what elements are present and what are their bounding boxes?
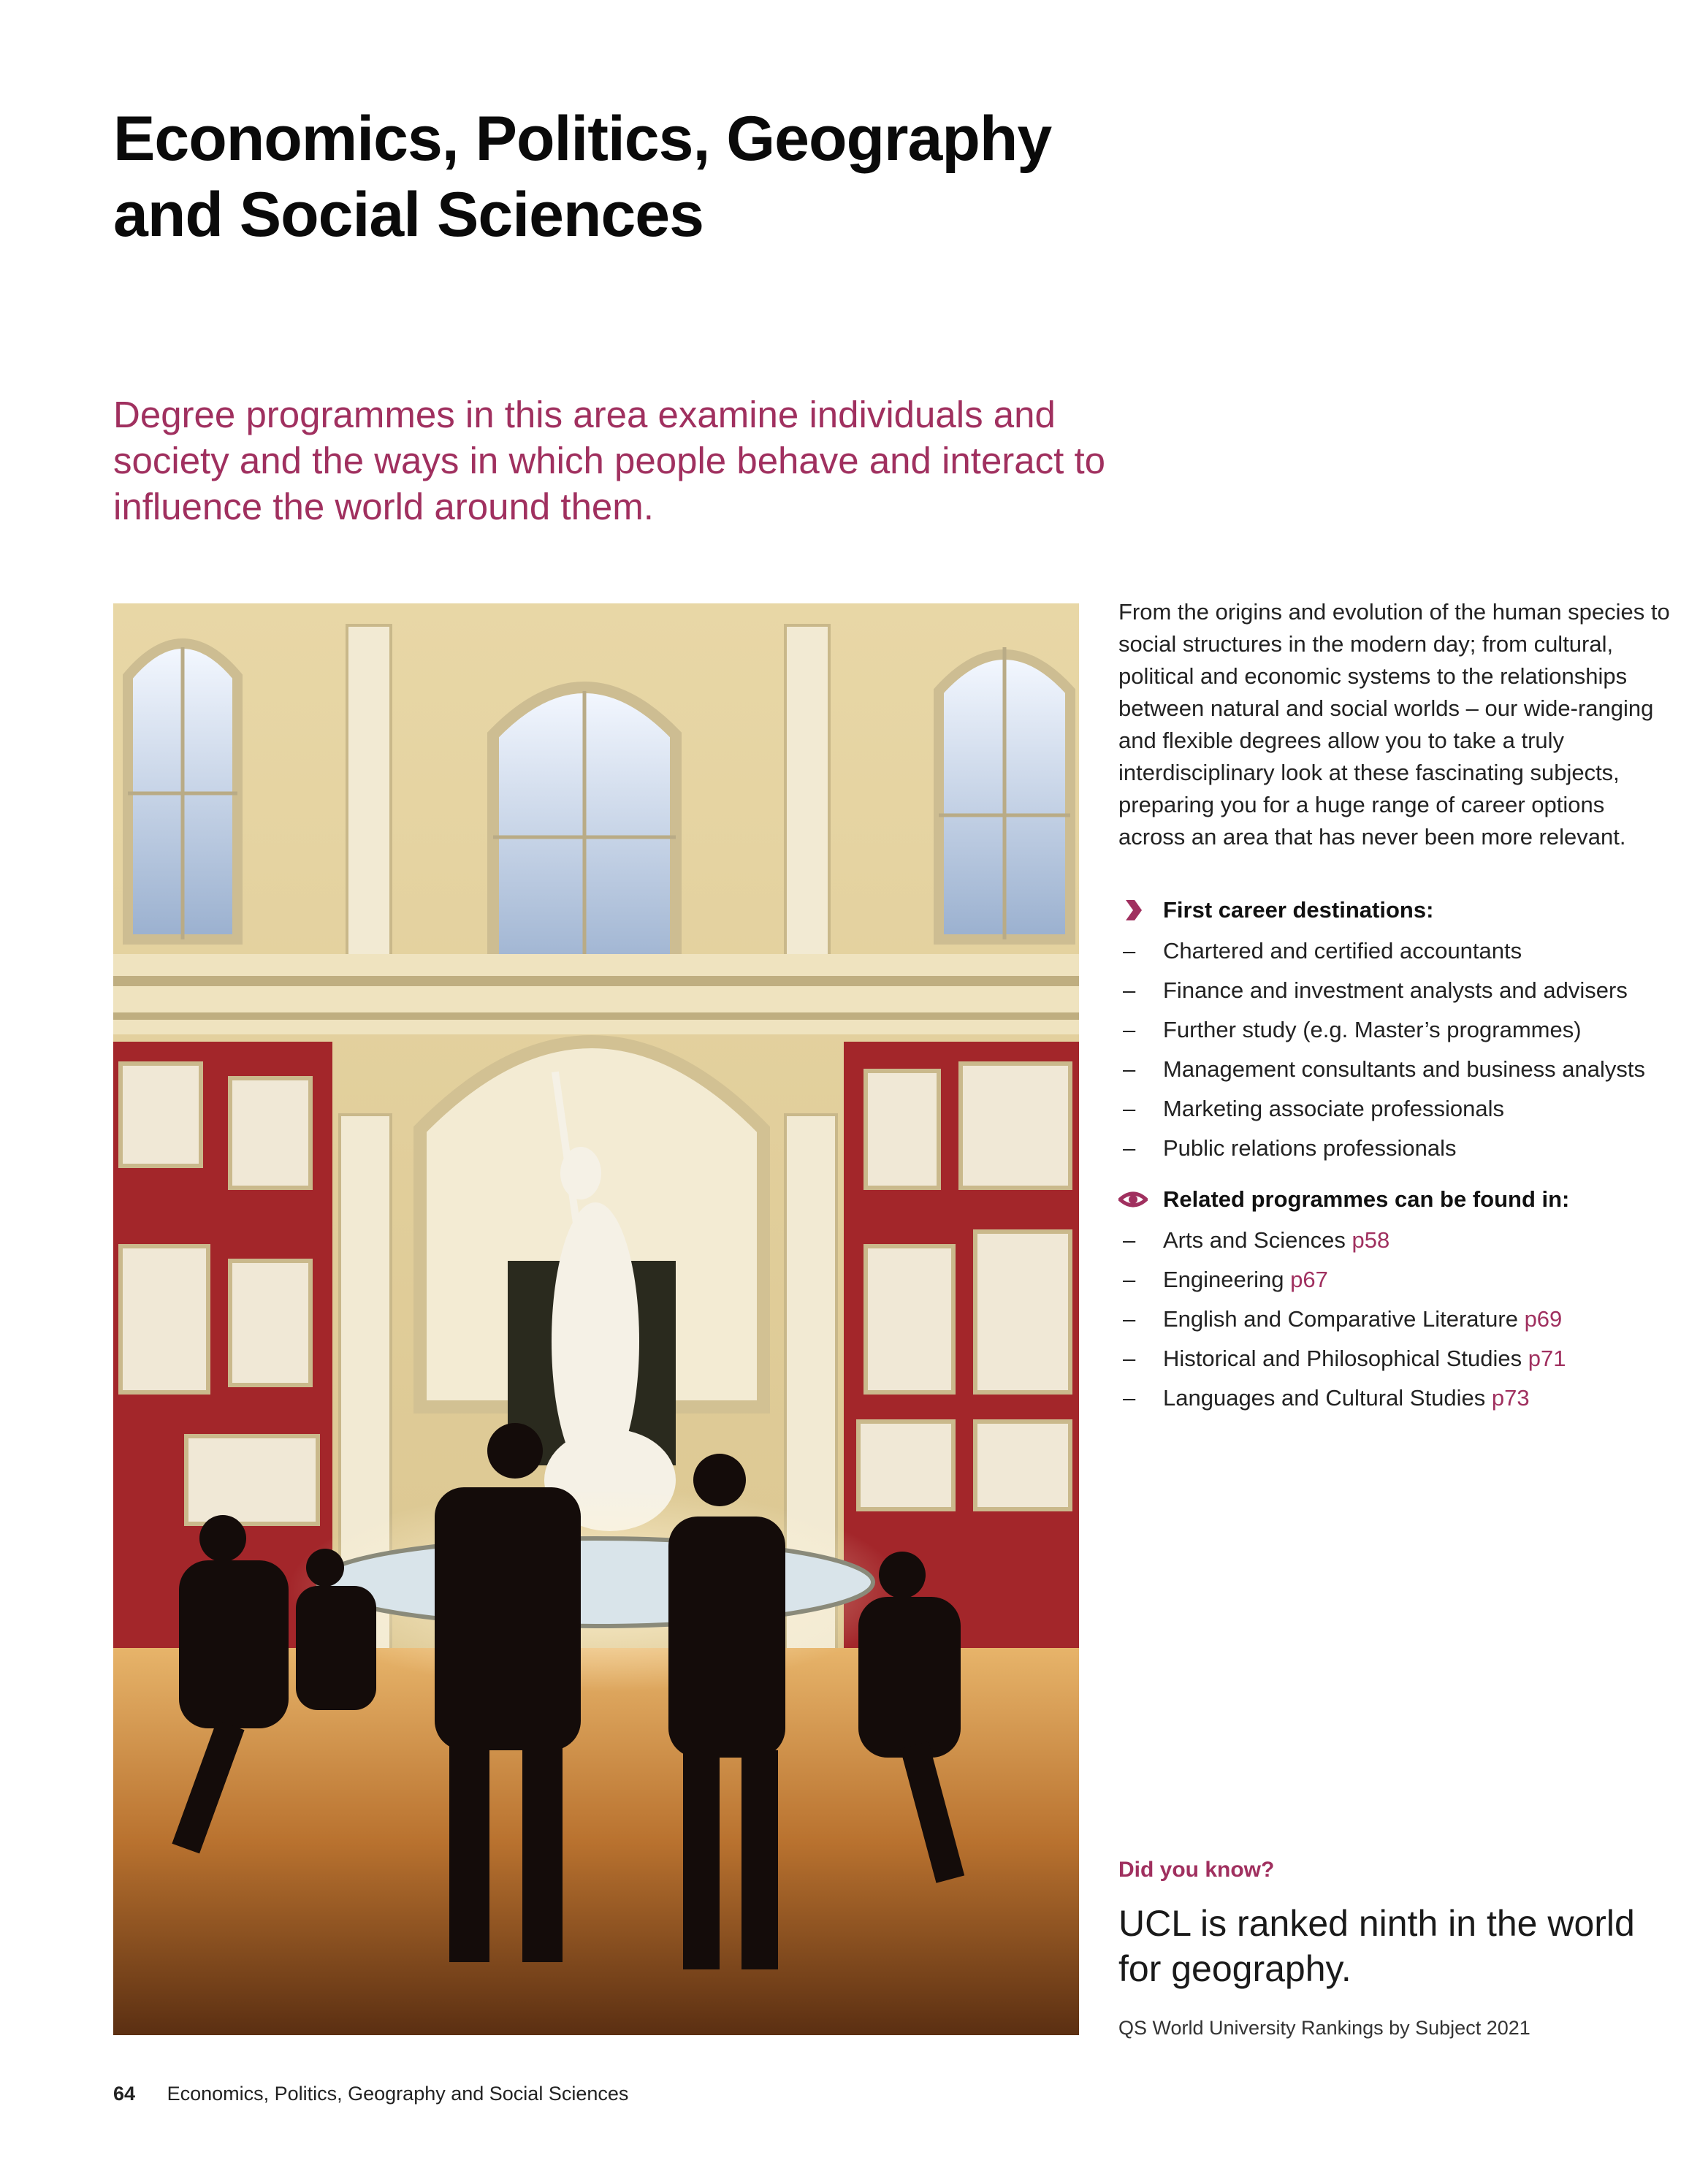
list-item: – Management consultants and business analysts	[1123, 1056, 1646, 1082]
related-programme-item[interactable]: – Languages and Cultural Studies p73	[1123, 1385, 1530, 1411]
museum-photo-illustration	[113, 603, 1079, 2035]
related-programmes-heading-text: Related programmes can be found in:	[1163, 1186, 1570, 1212]
sidebar-body-text: From the origins and evolution of the human species to social structures in the modern day; from cultural, political and economic systems to the relationships between natural and social worlds – our wide-ranging and flexible degrees allow you to take a truly interdisciplinary look at these fascinating subjects, preparing you for a huge range of career options across an area that has never been more relevant.	[1118, 599, 1670, 850]
chevron-right-icon	[1118, 899, 1148, 922]
related-programme-item[interactable]: – Arts and Sciences p58	[1123, 1227, 1390, 1253]
did-you-know-box	[1118, 1855, 1674, 2041]
page-title	[113, 101, 1209, 253]
intro-paragraph: Degree programmes in this area examine individuals and society and the ways in which people behave and interact to influence the world around them.	[113, 394, 1106, 527]
page-reference[interactable]: p67	[1290, 1267, 1328, 1292]
list-item: – Marketing associate professionals	[1123, 1096, 1504, 1121]
page-title-line-1: Economics, Politics, Geography	[113, 104, 1052, 174]
footer-section-title: Economics, Politics, Geography and Social Sciences	[167, 2083, 629, 2105]
career-destinations-list	[1118, 935, 1674, 1164]
list-item: – Chartered and certified accountants	[1123, 938, 1522, 964]
related-programmes-list	[1118, 1224, 1674, 1414]
related-programmes-heading	[1118, 1185, 1674, 1214]
page-reference[interactable]: p69	[1524, 1306, 1563, 1332]
list-item: – Finance and investment analysts and advisers	[1123, 977, 1628, 1003]
related-programme-item[interactable]: – English and Comparative Literature p69	[1123, 1306, 1563, 1332]
page-reference[interactable]: p58	[1351, 1227, 1390, 1253]
career-destinations-heading-text: First career destinations:	[1163, 897, 1434, 923]
related-programme-item[interactable]: – Historical and Philosophical Studies p71	[1123, 1346, 1566, 1371]
museum-photo	[113, 603, 1079, 2035]
did-you-know-quote: UCL is ranked ninth in the world for geography.	[1118, 1903, 1635, 1989]
page-reference[interactable]: p73	[1491, 1385, 1530, 1411]
did-you-know-source: QS World University Rankings by Subject 2021	[1118, 2017, 1530, 2039]
eye-icon	[1118, 1188, 1148, 1211]
related-programme-item[interactable]: – Engineering p67	[1123, 1267, 1328, 1292]
list-item: – Further study (e.g. Master’s programmes)	[1123, 1017, 1582, 1042]
career-destinations-heading	[1118, 896, 1674, 925]
page-footer	[113, 2080, 628, 2107]
list-item: – Public relations professionals	[1123, 1135, 1457, 1161]
page-title-line-2: and Social Sciences	[113, 180, 704, 250]
page-reference[interactable]: p71	[1528, 1346, 1566, 1371]
sidebar	[1118, 596, 1674, 1422]
page-number: 64	[113, 2083, 136, 2105]
did-you-know-label: Did you know?	[1118, 1858, 1275, 1882]
